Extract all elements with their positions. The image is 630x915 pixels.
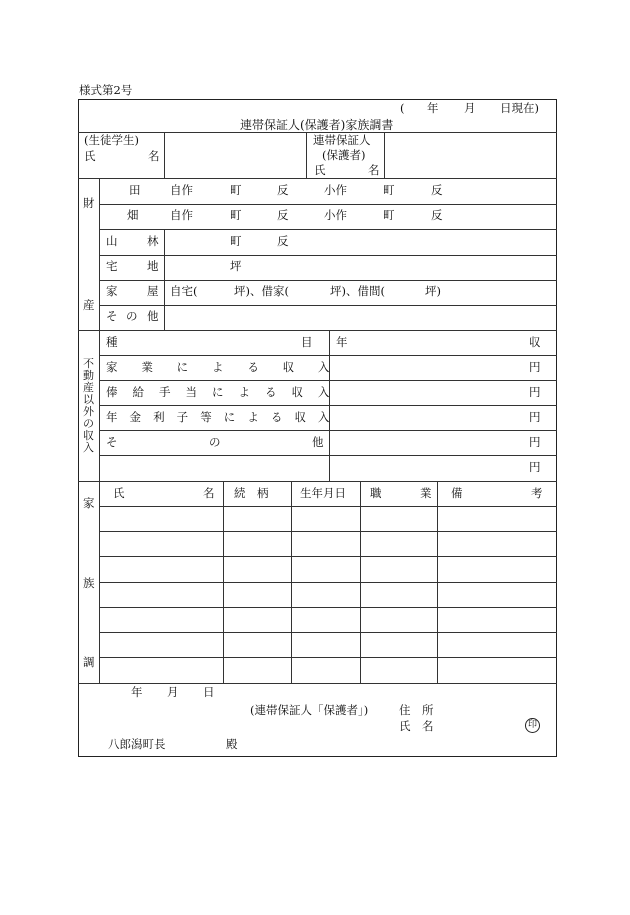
- kaoku-jitaku: 自宅(: [170, 284, 198, 298]
- seal-icon: 印: [525, 718, 540, 733]
- income-row-char: 手: [159, 385, 171, 399]
- income-row-char: よ: [238, 385, 250, 399]
- income-header-nen: 年: [336, 335, 348, 349]
- footer-day: 日: [203, 685, 215, 699]
- family-header-ko: 考: [531, 486, 543, 500]
- income-row-char: 入: [318, 385, 330, 399]
- form-title: 連帯保証人(保護者)家族調書: [240, 118, 394, 132]
- hatake-tan1: 反: [277, 208, 289, 222]
- income-row-char: 金: [129, 410, 142, 424]
- income-row-char: 収: [291, 385, 303, 399]
- footer-month: 月: [167, 685, 179, 699]
- income-side-char: 外: [83, 405, 94, 418]
- kaoku-end: 坪): [425, 284, 441, 298]
- guarantor-name-mei: 名: [368, 163, 380, 177]
- family-side-char: 族: [83, 576, 95, 590]
- income-row-char: 家: [106, 360, 118, 374]
- income-row-char: そ: [106, 435, 118, 449]
- family-header-mei: 名: [203, 486, 215, 500]
- family-header-gyo: 業: [420, 486, 432, 500]
- guarantor-name-shi: 氏: [314, 163, 326, 177]
- footer-year: 年: [131, 685, 143, 699]
- income-row-unit: 円: [529, 385, 541, 399]
- student-name-mei: 名: [148, 149, 160, 163]
- ta-tan1: 反: [277, 183, 289, 197]
- income-row-unit: 円: [529, 410, 541, 424]
- income-row-char: の: [209, 435, 221, 449]
- property-ta-label: 田: [129, 183, 141, 197]
- income-header-shu2: 収: [529, 335, 541, 349]
- income-row-char: 他: [312, 435, 324, 449]
- income-row-char: よ: [212, 360, 224, 374]
- student-name-shi: 氏: [84, 149, 96, 163]
- ta-cho2: 町: [383, 183, 395, 197]
- income-row-char: る: [265, 385, 277, 399]
- income-header-shu: 種: [106, 335, 118, 349]
- ta-cho1: 町: [230, 183, 242, 197]
- takuchi-label-2: 地: [147, 259, 159, 273]
- date-year: 年: [427, 101, 439, 115]
- income-row-char: よ: [247, 410, 259, 424]
- kaoku-label-2: 屋: [147, 284, 159, 298]
- kaoku-shakuya: 坪)、借家(: [234, 284, 289, 298]
- income-row-unit: 円: [529, 435, 541, 449]
- kaoku-shakuma: 坪)、借間(: [330, 284, 385, 298]
- income-row-char: 年: [106, 410, 118, 424]
- ta-jisaku: 自作: [170, 183, 193, 197]
- income-row-char: 入: [318, 410, 330, 424]
- family-survey-form: [78, 99, 557, 757]
- student-note: (生徒学生): [84, 133, 139, 147]
- form-number: 様式第2号: [79, 83, 133, 97]
- income-row-char: に: [212, 385, 224, 399]
- footer-addressee: 八郎潟町長: [108, 737, 166, 751]
- property-hatake-label: 畑: [127, 208, 139, 222]
- hatake-kosaku: 小作: [324, 208, 347, 222]
- sonota-1: そ: [106, 309, 118, 323]
- income-row-char: 収: [294, 410, 306, 424]
- income-row-char: 給: [132, 385, 144, 399]
- income-row-char: 利: [153, 410, 165, 424]
- takuchi-tsubo: 坪: [230, 259, 242, 273]
- hatake-jisaku: 自作: [170, 208, 193, 222]
- ta-tan2: 反: [431, 183, 443, 197]
- income-row-char: 等: [200, 410, 212, 424]
- income-side-char: の: [83, 417, 94, 430]
- income-row-char: 俸: [106, 385, 118, 399]
- sanrin-cho: 町: [230, 234, 242, 248]
- date-month: 月: [464, 101, 476, 115]
- takuchi-label-1: 宅: [106, 259, 118, 273]
- income-row-char: 当: [185, 385, 197, 399]
- family-header-shoku: 職: [370, 486, 382, 500]
- ta-kosaku: 小作: [324, 183, 347, 197]
- sonota-3: 他: [147, 309, 159, 323]
- income-row-char: 入: [318, 360, 330, 374]
- income-side-char: 以: [83, 393, 94, 406]
- footer-name: 氏 名: [399, 719, 434, 733]
- sanrin-tan: 反: [277, 234, 289, 248]
- income-row-char: る: [270, 410, 283, 424]
- family-side-char: 調: [83, 655, 95, 669]
- family-header-birth: 生年月日: [300, 486, 346, 500]
- income-header-moku: 目: [301, 335, 313, 349]
- income-row-unit: 円: [529, 360, 541, 374]
- income-side-char: 動: [83, 369, 94, 382]
- hatake-tan2: 反: [431, 208, 443, 222]
- sonota-2: の: [126, 309, 138, 323]
- footer-dono: 殿: [226, 737, 238, 751]
- income-row-char: に: [223, 410, 236, 424]
- family-header-bi: 備: [451, 486, 463, 500]
- income-side-char: 収: [83, 429, 94, 442]
- sanrin-label-2: 林: [147, 234, 159, 248]
- income-side-char: 産: [83, 381, 94, 394]
- income-row-char: 業: [141, 360, 153, 374]
- family-header-zokugara: 続 柄: [234, 486, 269, 500]
- income-side-char: 入: [83, 441, 94, 454]
- date-as-of: 日現在): [500, 101, 539, 115]
- income-row-char: る: [247, 360, 259, 374]
- property-side-top: 財: [83, 196, 95, 210]
- sanrin-label-1: 山: [106, 234, 118, 248]
- family-side-char: 家: [83, 496, 95, 510]
- footer-address: 住 所: [399, 703, 434, 717]
- hatake-cho2: 町: [383, 208, 395, 222]
- income-row-char: 子: [176, 410, 189, 424]
- income-row-unit: 円: [529, 460, 541, 474]
- guarantor-label: 連帯保証人: [313, 133, 371, 147]
- hatake-cho1: 町: [230, 208, 242, 222]
- footer-guarantor: (連帯保証人「保護者」): [250, 703, 369, 717]
- kaoku-label-1: 家: [106, 284, 118, 298]
- income-row-char: 収: [282, 360, 295, 374]
- property-side-bottom: 産: [83, 298, 95, 312]
- guarantor-sub: (保護者): [322, 148, 366, 162]
- income-side-char: 不: [83, 357, 94, 370]
- date-open: (: [400, 101, 405, 115]
- income-row-char: に: [176, 360, 189, 374]
- family-header-shi: 氏: [113, 486, 125, 500]
